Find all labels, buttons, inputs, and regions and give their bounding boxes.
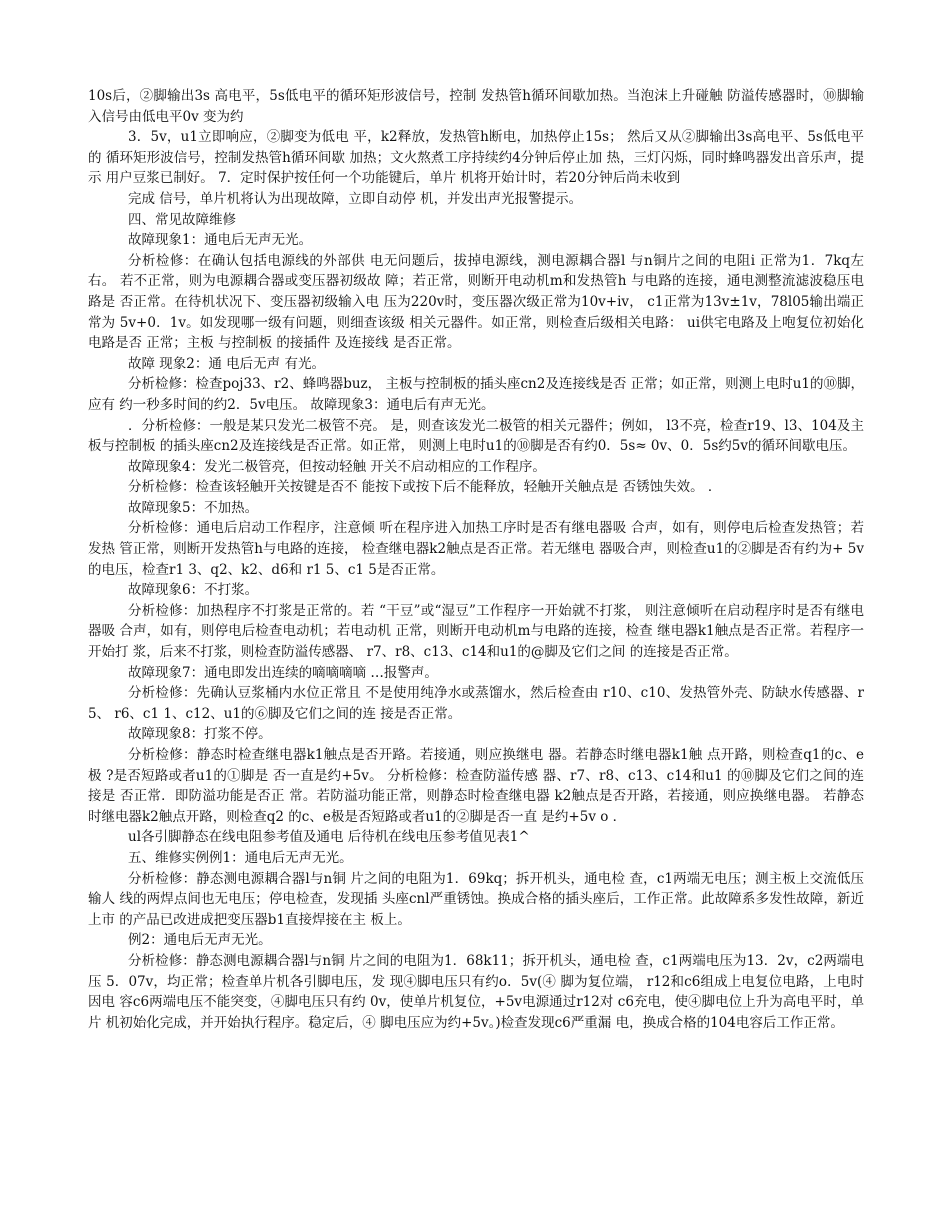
example-2-analysis: 分析检修：静态测电源耦合器l与n铜 片之间的电阻为1．68k11；拆开机头，通电检 查，c1两端电压为13．2v，c2两端电压 5．07v，均正常；检查单片机各引脚电压，发 现④脚电压只有约o．5v(④ 脚为复位端， r12和c6组成上电复位电路，上电时因电 容c6两端电压不能突变，④脚电压只有约 0v，使单片机复位，+5v电源通过r12对 c6充电，使④脚电位上升为高电平时，单片 机初始化完成，并开始执行程序。稳定后，④ 脚电压应为约+5v。)检查发现c6严重漏 电，换成合格的104电容后工作正常。 [88, 952, 864, 1031]
fault-4-title: 故障现象4：发光二极管亮，但按动轻触 开关不启动相应的工作程序。 [128, 458, 546, 475]
example-2-title: 例2：通电后无声无光。 [128, 932, 272, 949]
fault-1-title: 故障现象1：通电后无声无光。 [128, 232, 313, 249]
section-heading-common-faults: 四、常见故障维修 [128, 211, 236, 228]
fault-5-title: 故障现象5：不加热。 [128, 499, 259, 516]
fault-6-analysis: 分析检修：加热程序不打浆是正常的。若 “干豆”或“湿豆”工作程序一开始就不打浆， 则注意倾听在启动程序时是否有继电器吸 合声，如有，则停电后检查电动机；若电动机 正常，则断开电动机m与电路的连接，检查 继电器k1触点是否正常。若程序一开始打 浆，后来不打浆，则检查防溢传感器、 r7、r8、c13、c14和u1的@脚及它们之间 的连接是否正常。 [88, 602, 864, 661]
fault-8-analysis: 分析检修：静态时检查继电器k1触点是否开路。若接通，则应换继电 器。若静态时继电器k1触 点开路，则检查q1的c、e极 ?是否短路或者u1的①脚是 否一直是约+5v。 分析检修：检查防溢传感 器、r7、r8、c13、c14和u1 的⑩脚及它们之间的连接是 否正常．即防溢功能是否正 常。若防溢功能正常，则静态时检查继电器 k2触点是否开路，若接通，则应换继电器。 若静态时继电器k2触点开路，则检查q2 的c、e极是否短路或者u1的②脚是否一直 是约+5v o ． [88, 747, 864, 825]
fault-4-analysis: 分析检修：检查该轻触开关按键是否不 能按下或按下后不能释放，轻触开关触点是 否锈蚀失效。 ． [128, 479, 722, 496]
example-1-analysis: 分析检修：静态测电源耦合器l与n铜 片之间的电阻为1．69kq；拆开机头，通电检 查，c1两端无电压；测主板上交流低压输人 线的两焊点间也无电压；停电检查，发现插 头座cnl严重锈蚀。换成合格的插头座后，工作正常。此故障系多发性故障，新近上市 的产品已改进成把变压器b1直接焊接在主 板上。 [88, 870, 864, 928]
fault-2-analysis: 分析检修：检查poj33、r2、蜂鸣器buz， 主板与控制板的插头座cn2及连接线是否 正常；如正常，则测上电时u1的⑩脚，应有 约一秒多时间的约2．5v电压。 故障现象3：通电后有声无光。 [88, 376, 864, 413]
fault-5-analysis: 分析检修：通电后启动工作程序，注意倾 听在程序进入加热工序时是否有继电器吸 合声，如有，则停电后检查发热管；若发热 管正常，则断开发热管h与电路的连接， 检查继电器k2触点是否正常。若无继电 器吸合声，则检查u1的②脚是否有约为+ 5v的电压，检查r1 3、q2、k2、d6和 r1 5、c1 5是否正常。 [88, 520, 864, 578]
fault-8-title: 故障现象8：打浆不停。 [128, 726, 272, 743]
fault-3-analysis: ．分析检修：一般是某只发光二极管不亮。 是，则查该发光二极管的相关元器件；例如， l3不亮，检查r19、l3、104及主板与控制板 的插头座cn2及连接线是否正常。如正常， 则测上电时u1的⑩脚是否有约0．5s≈ 0v、0．5s约5v的循环间歇电压。 [88, 417, 864, 455]
fault-2-title: 故障 现象2：通 电后无声 有光。 [128, 355, 325, 372]
fault-7-title: 故障现象7：通电即发出连续的嘀嘀嘀嘀 …报警声。 [128, 664, 438, 681]
fault-7-analysis: 分析检修：先确认豆浆桶内水位正常且 不是使用纯净水或蒸馏水，然后检查由 r10、c10、发热管外壳、防缺水传感器、r5、 r6、c1 1、c12、u1的⑥脚及它们之间的连 接是否正常。 [88, 685, 864, 722]
fault-1-analysis: 分析检修：在确认包括电源线的外部供 电无问题后，拔掉电源线，测电源耦合器l 与n铜片之间的电阻i 正常为1．7kq左右。 若不正常，则为电源耦合器或变压器初级故 障；若正常，则断开电动机m和发热管h 与电路的连接，通电测整流滤波稳压电路是 否正常。在待机状况下、变压器初级输入电 压为220v时，变压器次级正常为10v+iv， c1正常为13v±1v，78l05输出端正常为 5v+0．1v。如发现哪一级有问题，则细查该级 相关元器件。如正常，则检查后级相关电路： ui供宅电路及上咆复位初始化电路是否 正常；主板 与控制板 的接插件 及连接线 是否正常。 [88, 252, 864, 352]
pin-reference-note: ul各引脚静态在线电阻参考值及通电 后待机在线电压参考值见表1^ [128, 829, 530, 846]
paragraph-step-7-end: 完成 信号，单片机将认为出现故障，立即自动停 机，并发出声光报警提示。 [128, 190, 583, 207]
paragraph-continuation: 10s后，②脚输出3s 高电平，5s低电平的循环矩形波信号，控制 发热管h循环间歇加热。当泡沫上升碰触 防溢传感器时，⑩脚输入信号由低电平0v 变为约 [88, 88, 864, 125]
paragraph-step-3: 3．5v，u1立即响应，②脚变为低电 平，k2释放，发热管h断电，加热停止15s； 然后又从②脚输出3s高电平、5s低电平的 循环矩形波信号，控制发热管h循环间歇 加热；文火熬煮工序持续约4分钟后停止加 热，三灯闪烁，同时蜂鸣器发出音乐声，提示 用户豆浆已制好。 7．定时保护按任何一个功能键后，单片 机将开始计时，若20分钟后尚未收到 [88, 129, 864, 187]
fault-6-title: 故障现象6：不打浆。 [128, 582, 259, 599]
section-heading-repair-examples: 五、维修实例例1：通电后无声无光。 [128, 849, 353, 866]
